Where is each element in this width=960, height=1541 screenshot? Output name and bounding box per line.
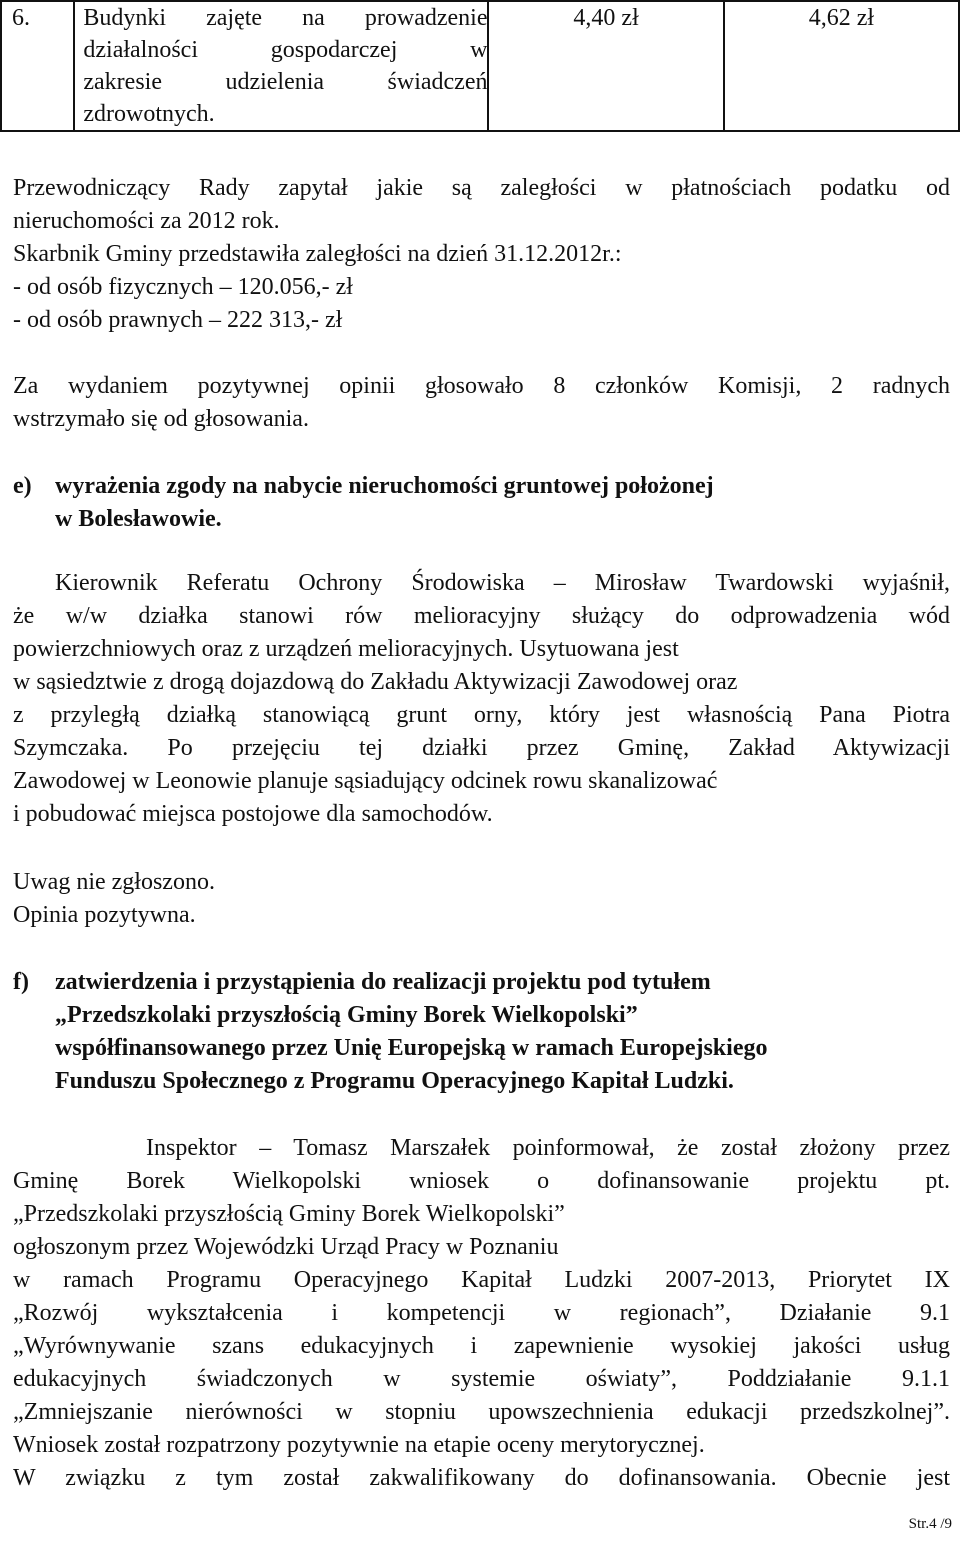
paragraph-line: że w/w działka stanowi rów melioracyjny służący do odprowadzenia wód — [13, 603, 950, 629]
section-f-label: f) — [13, 969, 29, 995]
rate-cell-2: 4,62 zł — [724, 1, 959, 131]
description-line: działalności gospodarczej w — [83, 37, 488, 63]
table-row — [1, 1, 959, 131]
paragraph-line: Wniosek został rozpatrzony pozytywnie na etapie oceny merytorycznej. — [13, 1432, 705, 1458]
arrears-answer-intro: Skarbnik Gminy przedstawiła zaległości na dzień 31.12.2012r.: — [13, 241, 622, 267]
opinion-line: Opinia pozytywna. — [13, 902, 196, 928]
paragraph-line: ogłoszonym przez Wojewódzki Urząd Pracy w Poznaniu — [13, 1234, 559, 1260]
paragraph-line: w sąsiedztwie z drogą dojazdową do Zakładu Aktywizacji Zawodowej oraz — [13, 669, 738, 695]
row-description-cell — [74, 1, 488, 131]
section-f-title-line: zatwierdzenia i przystąpienia do realizacji projektu pod tytułem — [55, 969, 711, 995]
row-number-cell: 6. — [1, 1, 74, 131]
paragraph-line: Gminę Borek Wielkopolski wniosek o dofinansowanie projektu pt. — [13, 1168, 950, 1194]
page-number: Str.4 /9 — [908, 1516, 952, 1532]
paragraph-line: Kierownik Referatu Ochrony Środowiska – Mirosław Twardowski wyjaśnił, — [55, 570, 950, 596]
section-f-body — [13, 1132, 950, 1495]
section-e-label: e) — [13, 473, 32, 499]
arrears-item-individuals: - od osób fizycznych – 120.056,- zł — [13, 274, 353, 300]
description-line: zdrowotnych. — [83, 101, 215, 127]
section-f-heading — [13, 966, 950, 1098]
section-e-heading — [13, 470, 950, 536]
paragraph-line: „Przedszkolaki przyszłością Gminy Borek Wielkopolski” — [13, 1201, 565, 1227]
arrears-question — [13, 172, 950, 337]
paragraph-line: edukacyjnych świadczonych w systemie oświaty”, Poddziałanie 9.1.1 — [13, 1366, 950, 1392]
section-e-body — [13, 567, 950, 831]
paragraph-line: z przyległą działką stanowiącą grunt orny, który jest własnością Pana Piotra — [13, 702, 950, 728]
paragraph-line: „Wyrównywanie szans edukacyjnych i zapewnienie wysokiej jakości usług — [13, 1333, 950, 1359]
description-line: zakresie udzielenia świadczeń — [83, 69, 488, 95]
paragraph-line: W związku z tym został zakwalifikowany do dofinansowania. Obecnie jest — [13, 1465, 950, 1491]
paragraph-line: Za wydaniem pozytywnej opinii głosowało 8 członków Komisji, 2 radnych — [13, 373, 950, 399]
section-e-conclusion — [13, 866, 950, 932]
section-e-title-line1: wyrażenia zgody na nabycie nieruchomości gruntowej położonej — [55, 473, 714, 499]
paragraph-line: w ramach Programu Operacyjnego Kapitał Ludzki 2007-2013, Priorytet IX — [13, 1267, 950, 1293]
paragraph-line: nieruchomości za 2012 rok. — [13, 208, 280, 234]
vote-result — [13, 370, 950, 436]
description-line: Budynki zajęte na prowadzenie — [83, 5, 488, 31]
section-f-title-line: Funduszu Społecznego z Programu Operacyjnego Kapitał Ludzki. — [55, 1068, 734, 1094]
paragraph-line: „Zmniejszanie nierówności w stopniu upowszechnienia edukacji przedszkolnej”. — [13, 1399, 950, 1425]
paragraph-line: i pobudować miejsca postojowe dla samochodów. — [13, 801, 493, 827]
section-e-title-line2: w Bolesławowie. — [55, 506, 222, 532]
section-f-title-line: „Przedszkolaki przyszłością Gminy Borek Wielkopolski” — [55, 1002, 638, 1028]
section-f-title-line: współfinansowanego przez Unię Europejską w ramach Europejskiego — [55, 1035, 768, 1061]
paragraph-line: wstrzymało się od głosowania. — [13, 406, 309, 432]
rate-cell-1: 4,40 zł — [488, 1, 723, 131]
paragraph-line: „Rozwój wykształcenia i kompetencji w regionach”, Działanie 9.1 — [13, 1300, 950, 1326]
paragraph-line: Inspektor – Tomasz Marszałek poinformował, że został złożony przez — [146, 1135, 950, 1161]
tax-rate-table — [0, 0, 960, 132]
paragraph-line: powierzchniowych oraz z urządzeń melioracyjnych. Usytuowana jest — [13, 636, 679, 662]
paragraph-line: Szymczaka. Po przejęciu tej działki przez Gminę, Zakład Aktywizacji — [13, 735, 950, 761]
paragraph-line: Przewodniczący Rady zapytał jakie są zaległości w płatnościach podatku od — [13, 175, 950, 201]
paragraph-line: Zawodowej w Leonowie planuje sąsiadujący odcinek rowu skanalizować — [13, 768, 718, 794]
arrears-item-companies: - od osób prawnych – 222 313,- zł — [13, 307, 343, 333]
remarks-line: Uwag nie zgłoszono. — [13, 869, 215, 895]
